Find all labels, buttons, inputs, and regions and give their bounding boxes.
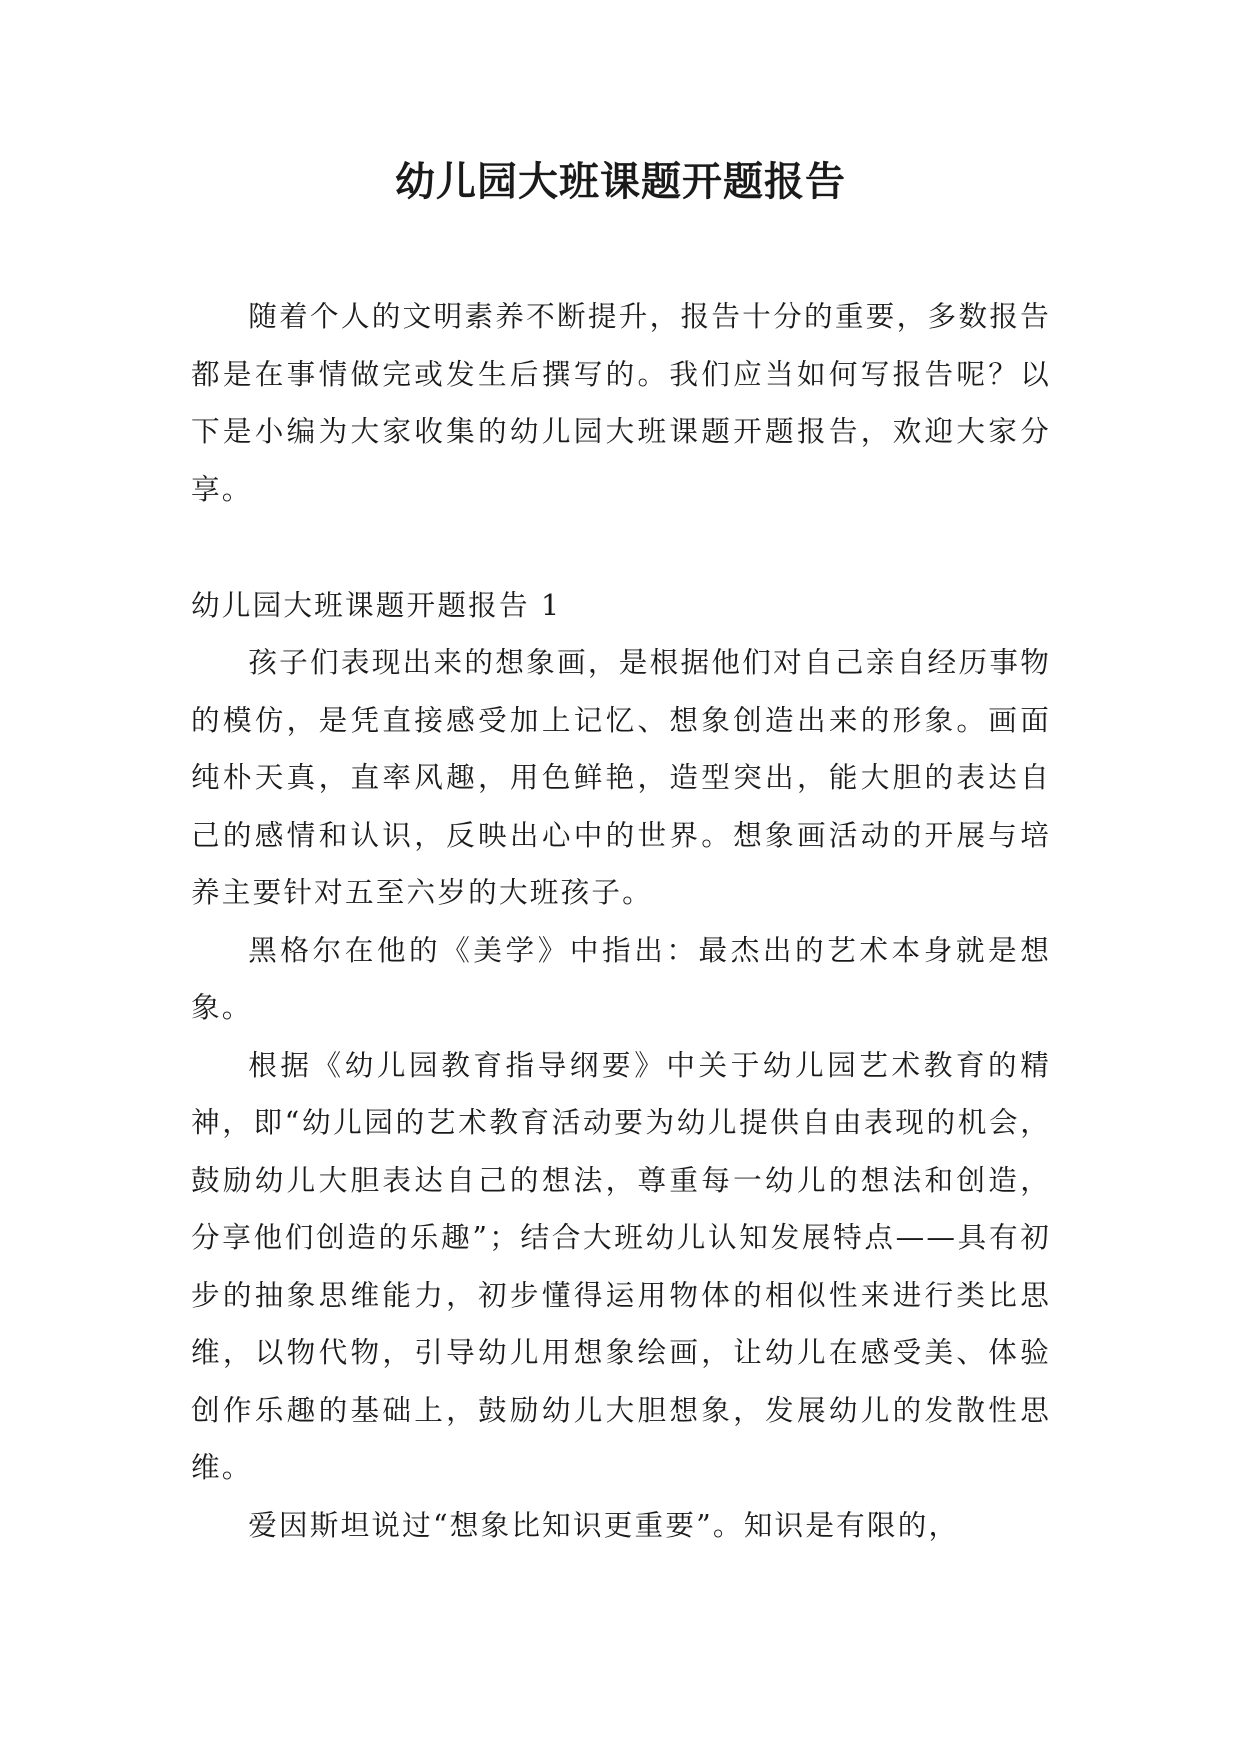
intro-paragraph: 随着个人的文明素养不断提升，报告十分的重要，多数报告都是在事情做完或发生后撰写的。我们应当如何写报告呢？以下是小编为大家收集的幼儿园大班课题开题报告，欢迎大家分享。 <box>191 299 1051 506</box>
section-body <box>191 634 1051 1554</box>
body-paragraph: 孩子们表现出来的想象画，是根据他们对自己亲自经历事物的模仿，是凭直接感受加上记忆、想象创造出来的形象。画面纯朴天真，直率风趣，用色鲜艳，造型突出，能大胆的表达自己的感情和认识，反映出心中的世界。想象画活动的开展与培养主要针对五至六岁的大班孩子。 <box>191 645 1051 909</box>
body-paragraph: 根据《幼儿园教育指导纲要》中关于幼儿园艺术教育的精神，即“幼儿园的艺术教育活动要为幼儿提供自由表现的机会，鼓励幼儿大胆表达自己的想法，尊重每一幼儿的想法和创造，分享他们创造的乐趣”；结合大班幼儿认知发展特点——具有初步的抽象思维能力，初步懂得运用物体的相似性来进行类比思维，以物代物，引导幼儿用想象绘画，让幼儿在感受美、体验创作乐趣的基础上，鼓励幼儿大胆想象，发展幼儿的发散性思维。 <box>191 1047 1051 1484</box>
body-paragraph: 黑格尔在他的《美学》中指出：最杰出的艺术本身就是想象。 <box>191 932 1051 1024</box>
body-paragraph: 爱因斯坦说过“想象比知识更重要”。知识是有限的， <box>248 1507 960 1542</box>
section-heading: 幼儿园大班课题开题报告 1 <box>191 588 562 622</box>
document-title: 幼儿园大班课题开题报告 <box>395 159 846 205</box>
